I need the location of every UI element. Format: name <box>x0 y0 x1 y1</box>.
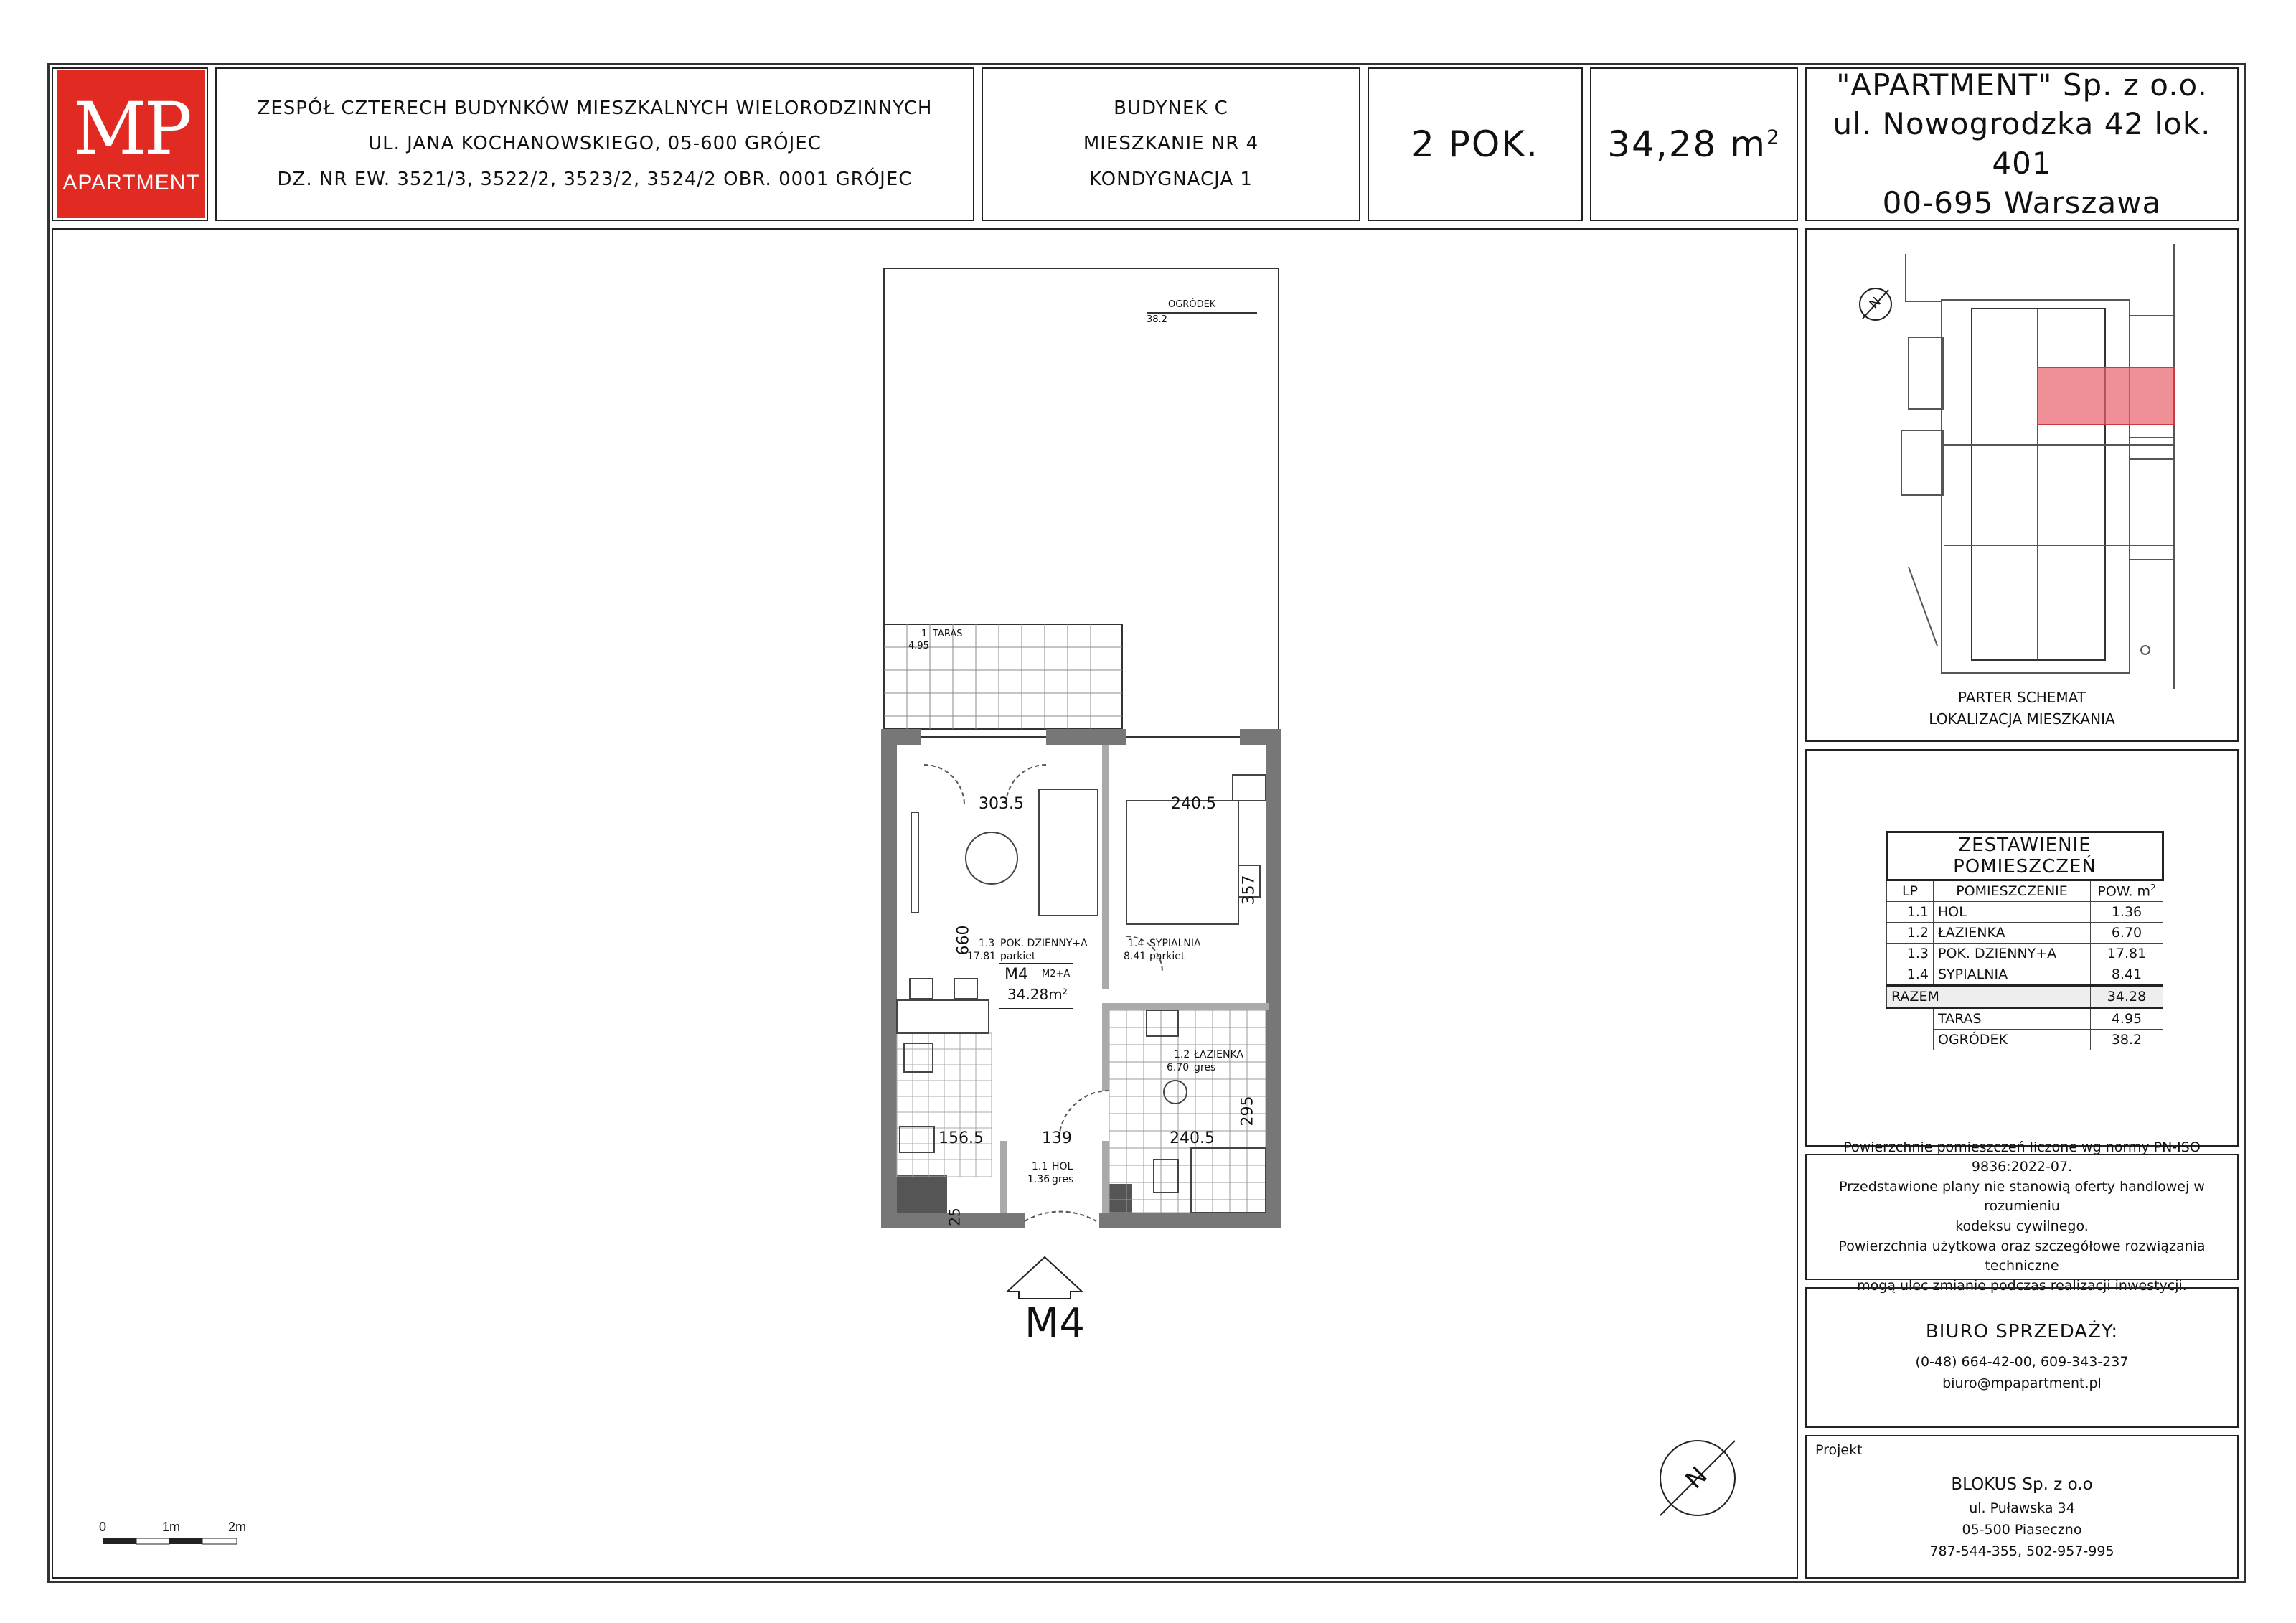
note-line-2: Przedstawione plany nie stanowią oferty handlowej w rozumieniu <box>1839 1178 2205 1215</box>
room-bath-area: 6.70 <box>1167 1062 1190 1073</box>
terrace-area: 4.95 <box>908 641 929 651</box>
col-name-header: POMIESZCZENIE <box>1934 880 2091 902</box>
room-hall-name: HOL <box>1052 1161 1073 1172</box>
garden-outline <box>884 268 1279 729</box>
unit-tag-area <box>1007 986 1068 1003</box>
sales-phones: (0-48) 664-42-00, 609-343-237 <box>1915 1353 2129 1370</box>
key-plan-caption-1: PARTER SCHEMAT <box>1958 689 2086 706</box>
room-living-area: 17.81 <box>967 951 997 962</box>
project-company: BLOKUS Sp. z o.o <box>1951 1475 2093 1494</box>
dim-bath-depth: 295 <box>1238 1096 1257 1126</box>
rooms-count: 2 POK. <box>1411 123 1539 165</box>
scale-2m: 2m <box>228 1520 247 1534</box>
dim-hall: 139 <box>1042 1129 1072 1147</box>
project-street: ul. Puławska 34 <box>1969 1500 2075 1516</box>
unit-tag-type: M2+A <box>1042 969 1071 979</box>
developer-city: 00-695 Warszawa <box>1882 184 2162 220</box>
sales-email: biuro@mpapartment.pl <box>1942 1375 2102 1391</box>
extra-area: 38.2 <box>2091 1030 2163 1050</box>
area-unit-sup: 2 <box>1766 125 1781 149</box>
row-area: 8.41 <box>2091 964 2163 986</box>
entrance-label: M4 <box>1025 1300 1085 1347</box>
room-bath-name: ŁAZIENKA <box>1194 1049 1243 1060</box>
note-line-5: mogą ulec zmianie podczas realizacji inwestycji. <box>1857 1277 2187 1294</box>
north-label-main: N <box>1680 1461 1713 1495</box>
room-bed-name: SYPIALNIA <box>1149 938 1201 949</box>
room-bath-number: 1.2 <box>1174 1049 1190 1060</box>
row-area: 17.81 <box>2091 944 2163 964</box>
project-city: 05-500 Piaseczno <box>1962 1521 2082 1538</box>
entrance-arrow <box>1007 1257 1082 1299</box>
project-line-2: UL. JANA KOCHANOWSKIEGO, 05-600 GRÓJEC <box>368 133 822 155</box>
room-table-title: ZESTAWIENIE POMIESZCZEŃ <box>1887 832 2163 880</box>
dim-kitchen: 156.5 <box>938 1129 984 1147</box>
apartment-highlight <box>2038 367 2174 425</box>
total-area: 34.28 <box>2091 986 2163 1008</box>
dim-bath-width: 240.5 <box>1170 1129 1215 1147</box>
room-bath-floor: gres <box>1194 1062 1216 1073</box>
dim-living-depth: 660 <box>954 925 973 956</box>
dim-living-width: 303.5 <box>979 795 1024 813</box>
terrace-label: TARAS <box>933 629 963 639</box>
room-living-floor: parkiet <box>1000 951 1036 962</box>
dim-bed-width: 240.5 <box>1171 795 1216 813</box>
unit-area-sup: 2 <box>1062 987 1068 997</box>
logo-subtitle: APARTMENT <box>62 171 200 194</box>
extra-name: TARAS <box>1934 1008 2091 1030</box>
room-bed-area: 8.41 <box>1124 951 1147 962</box>
extra-area: 4.95 <box>2091 1008 2163 1030</box>
row-area: 1.36 <box>2091 902 2163 923</box>
scale-bar <box>103 1538 237 1544</box>
dim-wall: 25 <box>946 1208 964 1226</box>
building-label: BUDYNEK C <box>1114 97 1228 119</box>
key-plan-caption-2: LOKALIZACJA MIESZKANIA <box>1929 710 2115 728</box>
exterior-walls <box>881 729 1281 1228</box>
note-line-1: Powierzchnie pomieszczeń liczone wg normy PN-ISO 9836:2022-07. <box>1843 1139 2201 1175</box>
developer-street: ul. Nowogrodzka 42 lok. 401 <box>1832 106 2211 181</box>
sales-title: BIURO SPRZEDAŻY: <box>1925 1320 2119 1342</box>
room-living-number: 1.3 <box>979 938 995 949</box>
note-line-3: kodeksu cywilnego. <box>1955 1218 2089 1234</box>
room-living-name: POK. DZIENNY+A <box>1000 938 1088 949</box>
terrace-grid <box>884 624 1122 729</box>
row-area: 6.70 <box>2091 923 2163 944</box>
note-line-4: Powierzchnia użytkowa oraz szczegółowe rozwiązania techniczne <box>1838 1238 2206 1274</box>
garden-label: OGRÓDEK <box>1168 299 1216 310</box>
kitchen-tiles <box>897 1033 992 1177</box>
developer-name: "APARTMENT" Sp. z o.o. <box>1836 67 2208 103</box>
unit-tag-number: M4 <box>1004 966 1028 984</box>
row-lp: 1.2 <box>1887 923 1934 944</box>
unit-area-value: 34.28m <box>1007 986 1063 1003</box>
room-hall-area: 1.36 <box>1027 1174 1050 1185</box>
room-bed-number: 1.4 <box>1128 938 1144 949</box>
dim-bed-depth: 357 <box>1240 875 1258 905</box>
logo-mark: MP <box>73 87 189 171</box>
room-hall-floor: gres <box>1052 1174 1074 1185</box>
room-bed-floor: parkiet <box>1149 951 1185 962</box>
row-name: POK. DZIENNY+A <box>1934 944 2091 964</box>
row-name: ŁAZIENKA <box>1934 923 2091 944</box>
col-area-sup: 2 <box>2150 883 2156 893</box>
row-lp: 1.1 <box>1887 902 1934 923</box>
room-hall-number: 1.1 <box>1032 1161 1048 1172</box>
key-plan-drawing <box>1901 244 2174 689</box>
north-label-key: N <box>1866 294 1884 312</box>
garden-area: 38.2 <box>1147 314 1167 325</box>
row-lp: 1.3 <box>1887 944 1934 964</box>
total-label: RAZEM <box>1887 986 2091 1008</box>
floor-level: KONDYGNACJA 1 <box>1089 168 1253 190</box>
project-label: Projekt <box>1815 1442 1863 1458</box>
row-name: HOL <box>1934 902 2091 923</box>
col-lp-header: LP <box>1887 880 1934 902</box>
project-line-1: ZESPÓŁ CZTERECH BUDYNKÓW MIESZKALNYCH WIELORODZINNYCH <box>257 97 933 119</box>
scale-0: 0 <box>99 1520 107 1534</box>
row-lp: 1.4 <box>1887 964 1934 986</box>
project-phones: 787-544-355, 502-957-995 <box>1929 1543 2114 1560</box>
col-area-label: POW. m <box>2097 883 2150 900</box>
row-name: SYPIALNIA <box>1934 964 2091 986</box>
project-line-3: DZ. NR EW. 3521/3, 3522/2, 3523/2, 3524/2 OBR. 0001 GRÓJEC <box>277 168 913 190</box>
area-value: 34,28 m <box>1607 123 1766 165</box>
scale-1m: 1m <box>162 1520 181 1534</box>
extra-name: OGRÓDEK <box>1934 1030 2091 1050</box>
apartment-number: MIESZKANIE NR 4 <box>1083 133 1259 155</box>
terrace-number: 1 <box>921 629 928 639</box>
